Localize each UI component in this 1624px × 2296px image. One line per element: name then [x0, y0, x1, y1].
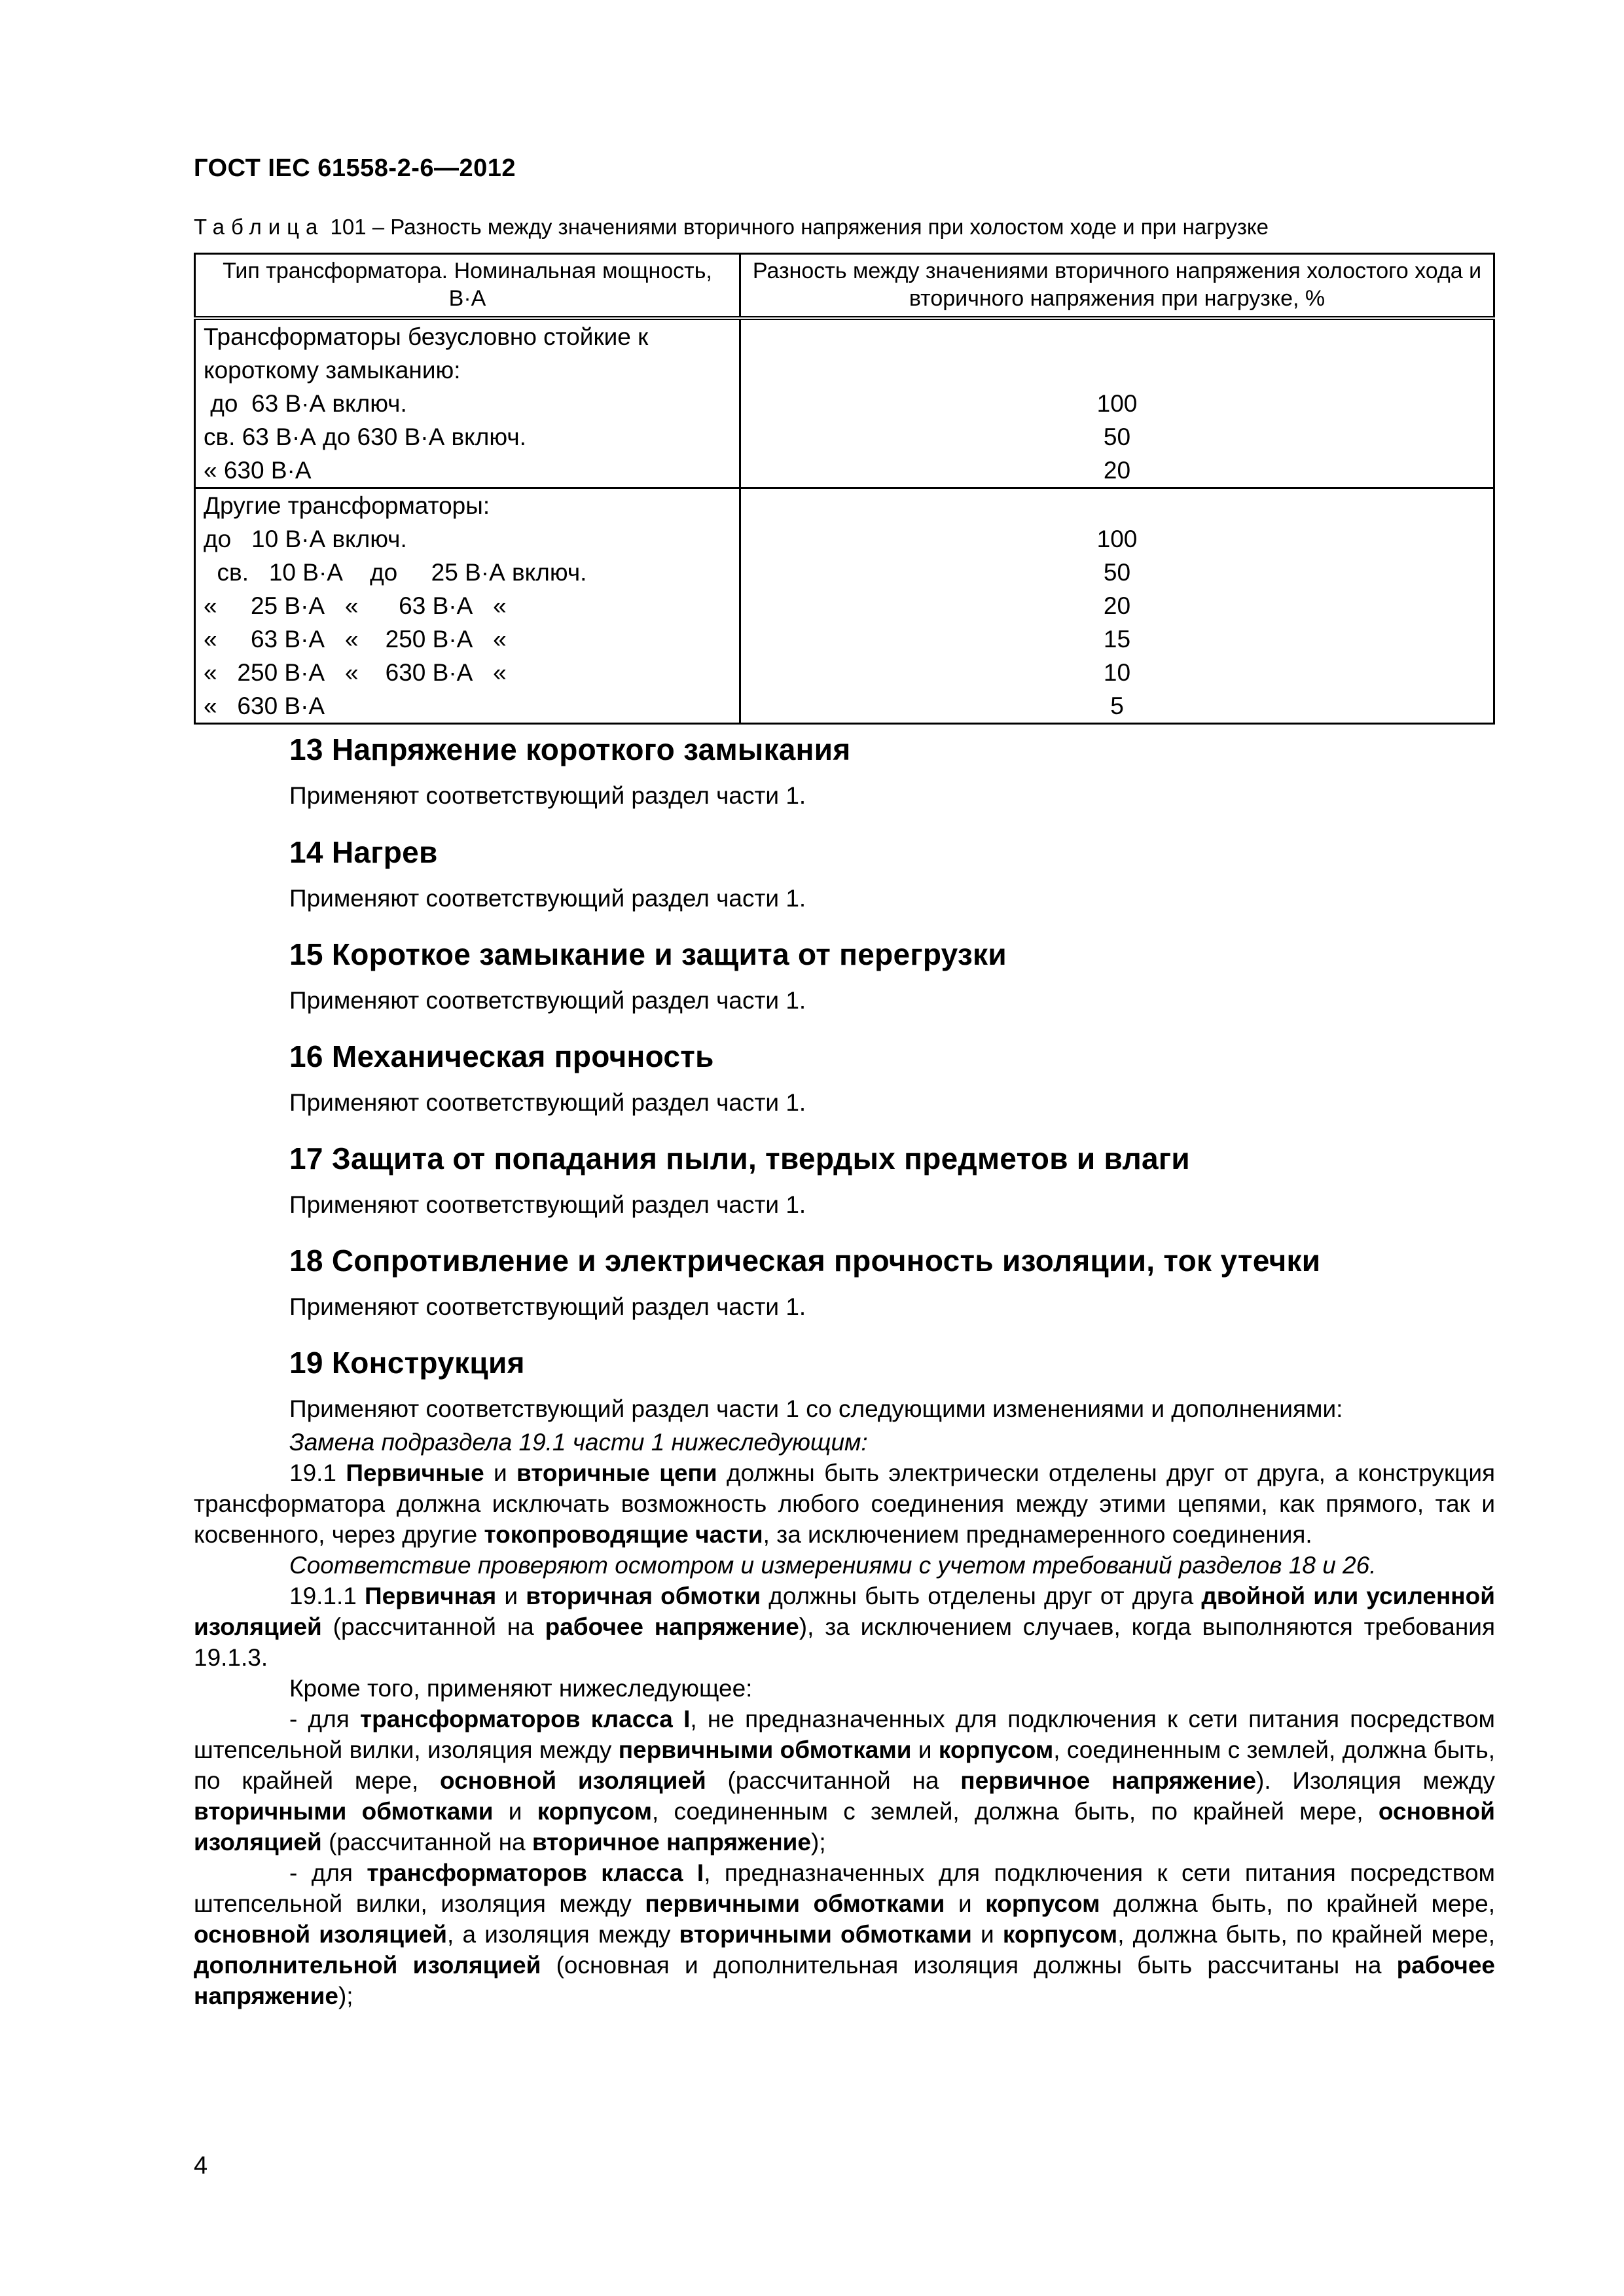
- table-row-group-1: [195, 318, 1494, 488]
- table-row-value: 100: [1096, 390, 1138, 417]
- table-row-value: 5: [1110, 692, 1124, 719]
- section-heading: 17 Защита от попадания пыли, твердых предметов и влаги: [289, 1141, 1190, 1175]
- table-row-value: 10: [1103, 659, 1131, 686]
- table-caption-text: 101 – Разность между значениями вторичного напряжения при холостом ходе и при нагрузке: [324, 215, 1269, 239]
- table-row-value: 100: [1096, 526, 1138, 552]
- section-text: Применяют соответствующий раздел части 1.: [289, 885, 806, 912]
- section-heading: 18 Сопротивление и электрическая прочность изоляции, ток утечки: [289, 1244, 1321, 1278]
- section-heading: 14 Нагрев: [289, 835, 438, 869]
- table-row-label: св. 63 В·А до 630 В·А включ.: [204, 423, 526, 450]
- section-16: [289, 1037, 806, 1118]
- table-header-type: Тип трансформатора. Номинальная мощность, В·А: [195, 254, 740, 319]
- group-title: Трансформаторы безусловно стойкие к: [204, 323, 649, 350]
- section-18: [289, 1241, 1320, 1322]
- section-text: Применяют соответствующий раздел части 1.: [289, 1191, 806, 1218]
- group-title: Другие трансформаторы:: [204, 492, 490, 519]
- table-101: [194, 253, 1495, 725]
- table-row-label: до 10 В·А включ.: [204, 526, 407, 552]
- group-title: короткому замыканию:: [204, 357, 461, 384]
- table-row-label: « 250 В·А « 630 В·А «: [204, 659, 507, 686]
- section-text: Применяют соответствующий раздел части 1 со следующими изменениями и дополнениями:: [289, 1395, 1343, 1422]
- table-row-value: 50: [1103, 423, 1131, 450]
- table-row-value: 20: [1103, 457, 1131, 484]
- table-row-label: « 63 В·А « 250 В·А «: [204, 626, 507, 653]
- document-code: ГОСТ IEC 61558-2-6—2012: [194, 154, 516, 182]
- table-row-label: св. 10 В·А до 25 В·А включ.: [204, 559, 587, 586]
- section-heading: 15 Короткое замыкание и защита от перегрузки: [289, 937, 1007, 971]
- section-heading: 19 Конструкция: [289, 1346, 525, 1380]
- table-cell-types: [195, 488, 740, 724]
- section-14: [289, 833, 806, 914]
- section-15: [289, 935, 1007, 1016]
- table-cell-types: [195, 318, 740, 488]
- table-cell-values: [740, 488, 1494, 724]
- section-text: Применяют соответствующий раздел части 1.: [289, 1089, 806, 1116]
- replacement-note: Замена подраздела 19.1 части 1 нижеследующим:: [289, 1429, 868, 1456]
- section-heading: 13 Напряжение короткого замыкания: [289, 732, 851, 766]
- section-text: Применяют соответствующий раздел части 1.: [289, 782, 806, 809]
- table-row-group-2: [195, 488, 1494, 724]
- section-19-body: [194, 1427, 1495, 2011]
- section-text: Применяют соответствующий раздел части 1.: [289, 1293, 806, 1320]
- table-row-label: « 630 В·А: [204, 457, 312, 484]
- section-heading: 16 Механическая прочность: [289, 1039, 714, 1073]
- table-row-label: до 63 В·А включ.: [204, 390, 407, 417]
- table-row-label: « 25 В·А « 63 В·А «: [204, 592, 507, 619]
- also-applies: Кроме того, применяют нижеследующее:: [289, 1675, 753, 1702]
- section-17: [289, 1139, 1190, 1220]
- table-cell-values: [740, 318, 1494, 488]
- section-text: Применяют соответствующий раздел части 1.: [289, 987, 806, 1014]
- list-item: - для трансформаторов класса I, предназначенных для подключения к сети питания посредством штепсельной вилки, изоляция между первичными обмотками и корпусом должна быть, по крайней мере, основной изоляцией, а изоляция между вторичными обмотками и корпусом, должна быть, по крайней мере, дополнительной изоляцией (основная и дополнительная изоляция должны быть рассчитаны на рабочее напряжение);: [194, 1859, 1495, 2009]
- compliance-note: Соответствие проверяют осмотром и измерениями с учетом требований разделов 18 и 26.: [289, 1552, 1377, 1579]
- table-row-value: 20: [1103, 592, 1131, 619]
- section-19: [289, 1343, 1343, 1424]
- page-number: 4: [194, 2152, 208, 2179]
- table-caption: [194, 215, 1269, 240]
- table-row-value: 50: [1103, 559, 1131, 586]
- table-row-value: 15: [1103, 626, 1131, 653]
- clause-19-1: 19.1 Первичные и вторичные цепи должны быть электрически отделены друг от друга, а конструкция трансформатора должна исключать возможность любого соединения между этими цепями, как прямого, так и косвенного, через другие токопроводящие части, за исключением преднамеренного соединения.: [194, 1460, 1496, 1548]
- section-13: [289, 730, 851, 811]
- clause-19-1-1: 19.1.1 Первичная и вторичная обмотки должны быть отделены друг от друга двойной или усиленной изоляцией (рассчитанной на рабочее напряжение), за исключением случаев, когда выполняются требования 19.1.3.: [194, 1583, 1496, 1671]
- table-row-label: « 630 В·А: [204, 692, 325, 719]
- table-header-difference: Разность между значениями вторичного напряжения холостого хода и вторичного напряжения при нагрузке, %: [740, 254, 1494, 319]
- table-caption-word: Таблица: [194, 215, 325, 239]
- list-item: - для трансформаторов класса I, не предназначенных для подключения к сети питания посредством штепсельной вилки, изоляция между первичными обмотками и корпусом, соединенным с землей, должна быть, по крайней мере, основной изоляцией (рассчитанной на первичное напряжение). Изоляция между вторичными обмотками и корпусом, соединенным с землей, должна быть, по крайней мере, основной изоляцией (рассчитанной на вторичное напряжение);: [194, 1706, 1495, 1856]
